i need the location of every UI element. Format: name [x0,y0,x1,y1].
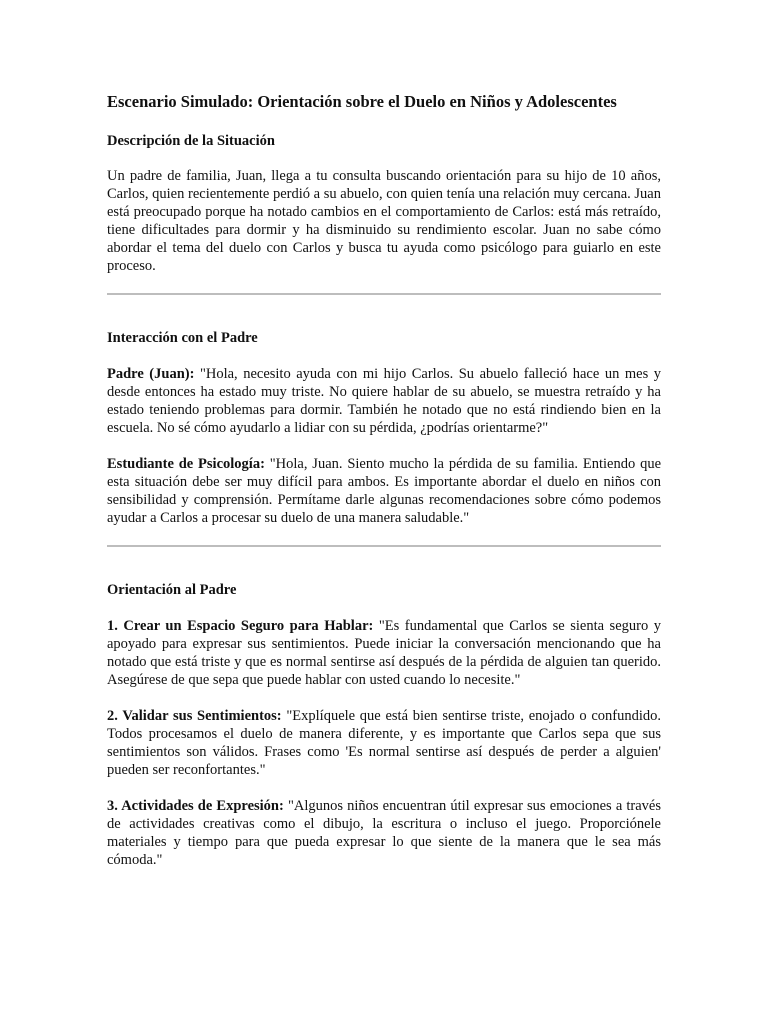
orientation-item-text: "Es fundamental que Carlos se sienta seguro y apoyado para expresar sus sentimientos. Puede iniciar la conversación mencionando que ha notado que está triste y que es normal sentirse así después de la pérdida de alguien tan querido. Asegúrese de que sepa que puede hablar con usted cuando lo necesite." [107,618,661,688]
student-speaker-label: Estudiante de Psicología: [107,456,265,472]
document-title: Escenario Simulado: Orientación sobre el Duelo en Niños y Adolescentes [107,92,617,111]
father-dialogue [107,365,661,437]
orientation-item-label: 3. Actividades de Expresión: [107,798,284,814]
section-divider [107,293,661,295]
father-dialogue-text: "Hola, necesito ayuda con mi hijo Carlos. Su abuelo falleció hace un mes y desde entonces ha estado muy triste. No quiere hablar de su abuelo, se muestra retraído y ha estado teniendo problemas para dormir. También he notado que no está rindiendo bien en la escuela. No sé cómo ayudarlo a lidiar con su pérdida, ¿podrías orientarme?" [107,366,661,436]
orientation-item [107,797,661,869]
document-page [107,92,661,869]
orientation-item-label: 2. Validar sus Sentimientos: [107,708,282,724]
orientation-item-label: 1. Crear un Espacio Seguro para Hablar: [107,618,374,634]
orientation-item [107,617,661,689]
father-speaker-label: Padre (Juan): [107,366,195,382]
orientation-item-text: "Explíquele que está bien sentirse triste, enojado o confundido. Todos procesamos el duelo de manera diferente, y es importante que Carlos sepa que sus sentimientos son válidos. Frases como 'Es normal sentirse así después de perder a alguien' pueden ser reconfortantes." [107,708,662,778]
description-paragraph: Un padre de familia, Juan, llega a tu consulta buscando orientación para su hijo de 10 años, Carlos, quien recientemente perdió a su abuelo, con quien tenía una relación muy cercana. Juan está preocupado porque ha notado cambios en el comportamiento de Carlos: está más retraído, tiene dificultades para dormir y ha disminuido su rendimiento escolar. Juan no sabe cómo abordar el tema del duelo con Carlos y busca tu ayuda como psicólogo para guiarlo en este proceso. [107,168,661,274]
description-heading: Descripción de la Situación [107,133,275,149]
orientation-item-text: "Algunos niños encuentran útil expresar sus emociones a través de actividades creativas como el dibujo, la escritura o incluso el juego. Proporciónele materiales y tiempo para que pueda expresar lo que siente de la manera que le sea más cómoda." [107,798,661,868]
orientation-item [107,707,661,779]
interaction-heading: Interacción con el Padre [107,330,258,346]
student-dialogue-text: "Hola, Juan. Siento mucho la pérdida de su familia. Entiendo que esta situación debe ser muy difícil para ambos. Es importante abordar el duelo en niños con sensibilidad y comprensión. Permítame darle algunas recomendaciones sobre cómo podemos ayudar a Carlos a procesar su duelo de una manera saludable." [107,456,662,526]
section-divider [107,545,661,547]
student-dialogue [107,455,661,527]
orientation-heading: Orientación al Padre [107,582,237,598]
